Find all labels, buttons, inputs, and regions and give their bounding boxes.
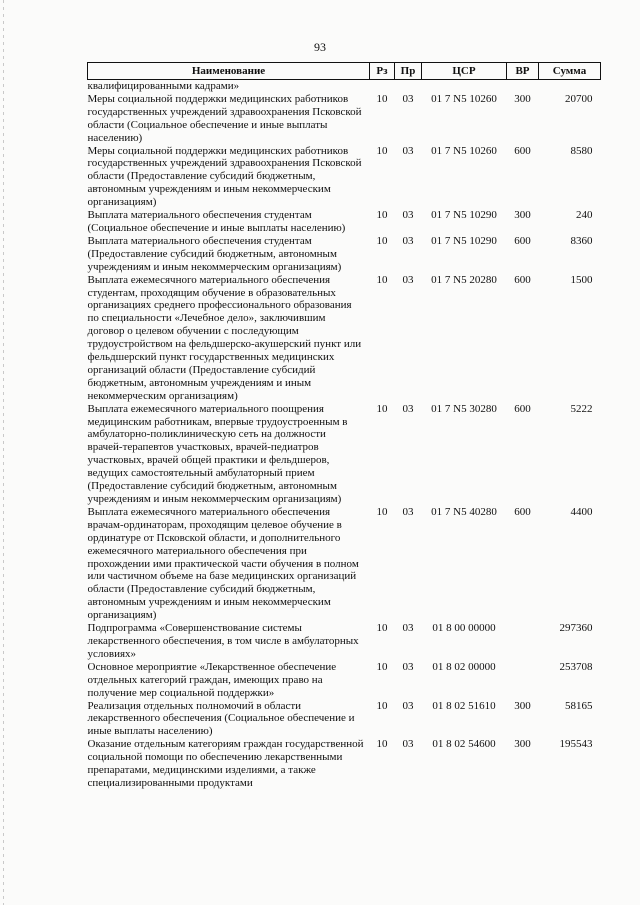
cell-csr: 01 8 02 54600: [432, 738, 496, 751]
cell-rz: 10: [376, 505, 388, 518]
table-row: [88, 403, 601, 506]
cell-vr: [507, 622, 539, 661]
cell-name: Оказание отдельным категориям граждан государственной социальной помощи по обеспечению лекарственными препаратами, медицинскими изделиями, а также специализированными продуктами: [87, 738, 364, 789]
cell-vr: 300: [514, 738, 531, 751]
cell-vr: 600: [514, 273, 531, 286]
cell-sum: 297360: [559, 622, 593, 635]
header-pr: Пр: [395, 63, 422, 80]
cell-name: Выплата ежемесячного материального обеспечения студентам, проходящим обучение в образовательных организациях среднего профессионального образования по специальности «Лечебное дело», заключившим договор о целевом обучении с последующим трудоустройством на фельдшерско-акушерский пункт или фельдшерский пункт государственных медицинских организаций области (Предоставление субсидий бюджетным, автономным учреждениям и иным некоммерческим организациям): [87, 273, 362, 402]
cell-csr: 01 7 N5 10260: [431, 92, 497, 105]
budget-table: [87, 62, 601, 790]
cell-pr: 03: [402, 273, 414, 286]
cell-sum: 5222: [570, 402, 593, 415]
cell-sum: 1500: [570, 273, 593, 286]
table-header: [88, 63, 601, 80]
cell-pr: 03: [402, 505, 414, 518]
cell-rz: 10: [376, 92, 388, 105]
table-row: [88, 235, 601, 274]
cell-rz: 10: [376, 738, 388, 751]
cell-sum: [539, 80, 601, 93]
table-row: [88, 93, 601, 145]
cell-name: Выплата ежемесячного материального обеспечения врачам-ординаторам, проходящим целевое обучение в ординатуре от Псковской области, и дополнительного ежемесячного материального обеспечения при прохождении ими практической части обучения в полном или частичном объеме на базе медицинских организаций области (Предоставление субсидий бюджетным, автономным учреждениям и иным некоммерческим организациям): [87, 505, 359, 622]
cell-sum: 8580: [570, 144, 593, 157]
cell-rz: [370, 80, 395, 93]
cell-vr: 300: [514, 209, 531, 222]
cell-pr: 03: [402, 622, 414, 635]
header-row: [88, 63, 601, 80]
table-row: [88, 145, 601, 210]
cell-name: Подпрограмма «Совершенствование системы лекарственного обеспечения, в том числе в амбулаторных условиях»: [87, 622, 359, 660]
cell-vr: 300: [514, 92, 531, 105]
cell-csr: 01 7 N5 10260: [431, 144, 497, 157]
cell-rz: 10: [376, 622, 388, 635]
cell-pr: 03: [402, 144, 414, 157]
table-row: [88, 738, 601, 790]
cell-csr: 01 7 N5 30280: [431, 402, 497, 415]
cell-csr: 01 8 00 00000: [432, 622, 496, 635]
cell-csr: 01 7 N5 10290: [431, 209, 497, 222]
cell-csr: 01 7 N5 40280: [431, 505, 497, 518]
cell-pr: 03: [402, 234, 414, 247]
table-row: [88, 80, 601, 93]
header-name: Наименование: [88, 63, 370, 80]
cell-rz: 10: [376, 234, 388, 247]
cell-csr: 01 8 02 00000: [432, 660, 496, 673]
cell-vr: 600: [514, 402, 531, 415]
header-vr: ВР: [507, 63, 539, 80]
cell-sum: 195543: [559, 738, 593, 751]
cell-sum: 58165: [565, 699, 593, 712]
cell-sum: 253708: [559, 660, 593, 673]
header-sum: Сумма: [539, 63, 601, 80]
cell-pr: 03: [402, 660, 414, 673]
cell-rz: 10: [376, 699, 388, 712]
header-rz: Рз: [370, 63, 395, 80]
cell-vr: 600: [514, 505, 531, 518]
cell-name: Выплата материального обеспечения студентам (Социальное обеспечение и иные выплаты населению): [87, 209, 346, 234]
cell-vr: [507, 80, 539, 93]
scan-edge: [3, 0, 4, 905]
cell-csr: 01 8 02 51610: [432, 699, 496, 712]
cell-rz: 10: [376, 209, 388, 222]
cell-pr: 03: [402, 699, 414, 712]
cell-rz: 10: [376, 144, 388, 157]
table-row: [88, 274, 601, 403]
cell-vr: 600: [514, 144, 531, 157]
cell-rz: 10: [376, 273, 388, 286]
cell-vr: 300: [514, 699, 531, 712]
table-row: [88, 506, 601, 622]
cell-csr: [422, 80, 507, 93]
cell-rz: 10: [376, 660, 388, 673]
table-row: [88, 622, 601, 661]
cell-pr: [395, 80, 422, 93]
cell-sum: 8360: [570, 234, 593, 247]
cell-name: квалифицированными кадрами»: [87, 80, 240, 92]
cell-sum: 4400: [570, 505, 593, 518]
cell-pr: 03: [402, 209, 414, 222]
cell-name: Меры социальной поддержки медицинских работников государственных учреждений здравоохранения Псковской области (Социальное обеспечение и иные выплаты населению): [87, 92, 362, 144]
header-csr: ЦСР: [422, 63, 507, 80]
table-body: [88, 80, 601, 790]
cell-sum: 240: [576, 209, 593, 222]
page-number: 93: [314, 40, 326, 54]
cell-pr: 03: [402, 402, 414, 415]
cell-name: Выплата материального обеспечения студентам (Предоставление субсидий бюджетным, автономным учреждениям и иным некоммерческим организациям): [87, 234, 342, 273]
cell-name: Выплата ежемесячного материального поощрения медицинским работникам, впервые трудоустроенным в амбулаторно-поликлиническую сеть на должности врачей-терапевтов участковых, врачей-педиатров участковых, врачей общей практики и фельдшеров, ведущих самостоятельный амбулаторный прием (Предоставление субсидий бюджетным, автономным учреждениям и иным некоммерческим организациям): [87, 402, 348, 505]
cell-rz: 10: [376, 402, 388, 415]
table-row: [88, 209, 601, 235]
cell-csr: 01 7 N5 10290: [431, 234, 497, 247]
cell-name: Основное мероприятие «Лекарственное обеспечение отдельных категорий граждан, имеющих право на получение мер социальной поддержки»: [87, 660, 337, 699]
cell-sum: 20700: [565, 92, 593, 105]
cell-name: Меры социальной поддержки медицинских работников государственных учреждений здравоохранения Псковской области (Предоставление субсидий бюджетным, автономным учреждениям и иным некоммерческим организациям): [87, 144, 362, 209]
cell-csr: 01 7 N5 20280: [431, 273, 497, 286]
cell-name: Реализация отдельных полномочий в области лекарственного обеспечения (Социальное обеспечение и иные выплаты населению): [87, 699, 355, 738]
table-row: [88, 661, 601, 700]
cell-pr: 03: [402, 738, 414, 751]
cell-pr: 03: [402, 92, 414, 105]
cell-vr: [507, 661, 539, 700]
cell-vr: 600: [514, 234, 531, 247]
table-row: [88, 700, 601, 739]
